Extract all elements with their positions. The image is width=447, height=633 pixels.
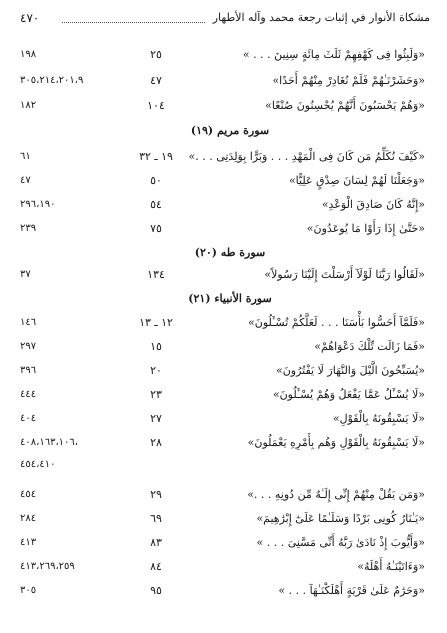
verse-text: «كَيْفَ نُكَلِّمُ مَن كَانَ فِى الْمَهْدِ . . . وَبَرًّا بِوَلِدَتِى . . .» (188, 150, 425, 163)
page-refs: ٣٩٦ (20, 365, 37, 376)
index-row (0, 148, 447, 170)
verse-number: ٤٧ (150, 74, 162, 87)
verse-text: «يَـٰنَارُ كُونِى بَرْدًا وَسَلَـٰمًا عَلَىٰٓ إِبْرَٰهِيمَ» (256, 512, 425, 525)
verse-number: ٥٤ (150, 198, 162, 211)
verse-text: «لَقَالُوا رَبَّنَا لَوْلَآ أَرْسَلْتَ إِلَيْنَا رَسُولاً» (264, 268, 425, 281)
header-dotted-leader (62, 22, 205, 23)
verse-number: ٢٧ (150, 412, 162, 425)
page-refs: ٢٩٦،١٩٠ (20, 199, 56, 210)
index-row (0, 72, 447, 94)
verse-number: ١٩ ـ ٣٢ (139, 150, 173, 163)
index-row (0, 434, 447, 456)
verse-number: ٧٥ (150, 222, 162, 235)
verse-number: ٢٩ (150, 488, 162, 501)
page-refs: ٢٨٤ (20, 513, 37, 524)
page-refs-continuation: ٤٥٤،٤١٠ (20, 459, 56, 470)
surah-title: سورة طه (٢٠) (194, 246, 266, 259)
page-refs: ٤١٣ (20, 537, 37, 548)
verse-number: ٥٠ (150, 174, 162, 187)
book-title: مشكاة الأنوار في إثبات رجعة محمد وآله الأطهار (212, 11, 430, 24)
page-refs: ٤١٣،٢٦٩،٢٥٩ (20, 561, 75, 572)
verse-number: ١٠٤ (147, 99, 165, 112)
verse-number: ١٣٤ (147, 268, 165, 281)
verse-text: «لَا يَسْبِقُونَهُ بِالْقَوْلِ وَهُم بِأَمْرِهِ يَعْمَلُونَ» (247, 436, 425, 449)
index-row (0, 97, 447, 119)
index-row (0, 266, 447, 288)
index-row (0, 172, 447, 194)
page-refs: ٤٤٤ (20, 389, 37, 400)
verse-number: ٢٣ (150, 388, 162, 401)
verse-number: ٨٤ (150, 560, 162, 573)
verse-text: «وَءَاتَيْنَـٰهُ أَهْلَهُ» (357, 560, 425, 573)
verse-number: ١٢ ـ ١٣ (139, 316, 173, 329)
verse-text: «يُسَبِّحُونَ الَّيْلَ وَالنَّهَارَ لَا يَفْتُرُونَ» (275, 364, 425, 377)
page-refs: ٣٠٥،٢١٤،٢٠١،٩ (20, 75, 84, 86)
index-row (0, 558, 447, 580)
index-row (0, 486, 447, 508)
section-heading (0, 290, 447, 308)
verse-number: ٢٨ (150, 436, 162, 449)
page-refs: ٣٧ (20, 269, 31, 280)
verse-text: «وَحَرَٰمٌ عَلَىٰ قَرْيَةٍ أَهْلَكْنَـٰهَآ . . . » (278, 584, 425, 597)
verse-number: ٦٩ (150, 512, 162, 525)
surah-title: سورة مريم (١٩) (190, 124, 270, 137)
page-refs: ١٤٦ (20, 317, 37, 328)
page-refs: ٦١ (20, 151, 31, 162)
verse-text: «وَلَبِثُوا فِى كَهْفِهِمْ ثَلَثَ مِائَةٍ سِنِينَ . . . » (242, 48, 425, 61)
page-refs: ١٨٢ (20, 100, 37, 111)
page-header (20, 9, 430, 29)
surah-title: سورة الأنبياء (٢١) (188, 292, 272, 305)
verse-text: «إِنَّهُ كَانَ صَادِقَ الْوَعْدِ» (321, 198, 425, 211)
verse-text: «لَا يَسْبِقُونَهُ بِالْقَوْلِ» (332, 412, 425, 425)
page-refs: ١٩٨ (20, 49, 37, 60)
page-refs: ٢٩٧ (20, 341, 37, 352)
index-row (0, 362, 447, 384)
verse-text: «فَمَا زَالَت تِّلْكَ دَعْوَاهُمْ» (314, 340, 425, 353)
verse-number: ١٥ (150, 340, 162, 353)
verse-text: «وَأَيُّوبَ إِذْ نَادَىٰ رَبَّهُ أَنِّى مَسَّنِىَ . . . » (256, 536, 425, 549)
verse-number: ٨٣ (150, 536, 162, 549)
index-row (0, 582, 447, 604)
page-number: ٤٧٠ (20, 11, 40, 25)
index-row (0, 338, 447, 360)
verse-text: «وَهُمْ يَحْسَبُونَ أَنَّهُمْ يُحْسِنُونَ صُنْعًا» (265, 99, 425, 112)
verse-text: «وَمَن يَقُلْ مِنْهُمْ إِنِّى إِلَـٰهٌ مِّن دُونِهِ . . .» (247, 488, 425, 501)
page-refs: ٣٠٥ (20, 585, 37, 596)
index-row (0, 314, 447, 336)
index-row (0, 410, 447, 432)
index-row (0, 196, 447, 218)
verse-text: «فَلَمَّآ أَحَسُّوا بَأْسَنَا . . . لَعَلَّكُمْ تُسْـَٔلُونَ» (248, 316, 425, 329)
index-row (0, 46, 447, 68)
verse-text: «وَحَشَرْنَـٰهُمْ فَلَمْ نُغَادِرْ مِنْهُمْ أَحَدًا» (272, 74, 425, 87)
verse-number: ٩٥ (150, 584, 162, 597)
page-refs: ٤٥٤ (20, 489, 37, 500)
page-refs: ٤٧ (20, 175, 31, 186)
index-row (0, 220, 447, 242)
page-refs: ،٤٠٨،١٦٣،١٠٦ (20, 437, 79, 448)
section-heading (0, 244, 447, 262)
verse-text: «حَتَّىٰ إِذَا رَأَوْا مَا يُوعَدُونَ» (306, 222, 425, 235)
verse-number: ٢٠ (150, 364, 162, 377)
index-row (0, 510, 447, 532)
section-heading (0, 122, 447, 140)
index-row (0, 534, 447, 556)
page-refs: ٤٠٤ (20, 413, 37, 424)
verse-number: ٢٥ (150, 48, 162, 61)
verse-text: «وَجَعَلْنَا لَهُمْ لِسَانَ صِدْقٍ عَلِيًّا» (288, 174, 425, 187)
index-row (0, 386, 447, 408)
verse-text: «لَا يُسْـَٔلُ عَمَّا يَفْعَلُ وَهُمْ يُسْـَٔلُونَ» (272, 388, 425, 401)
page-refs: ٢٣٩ (20, 223, 37, 234)
